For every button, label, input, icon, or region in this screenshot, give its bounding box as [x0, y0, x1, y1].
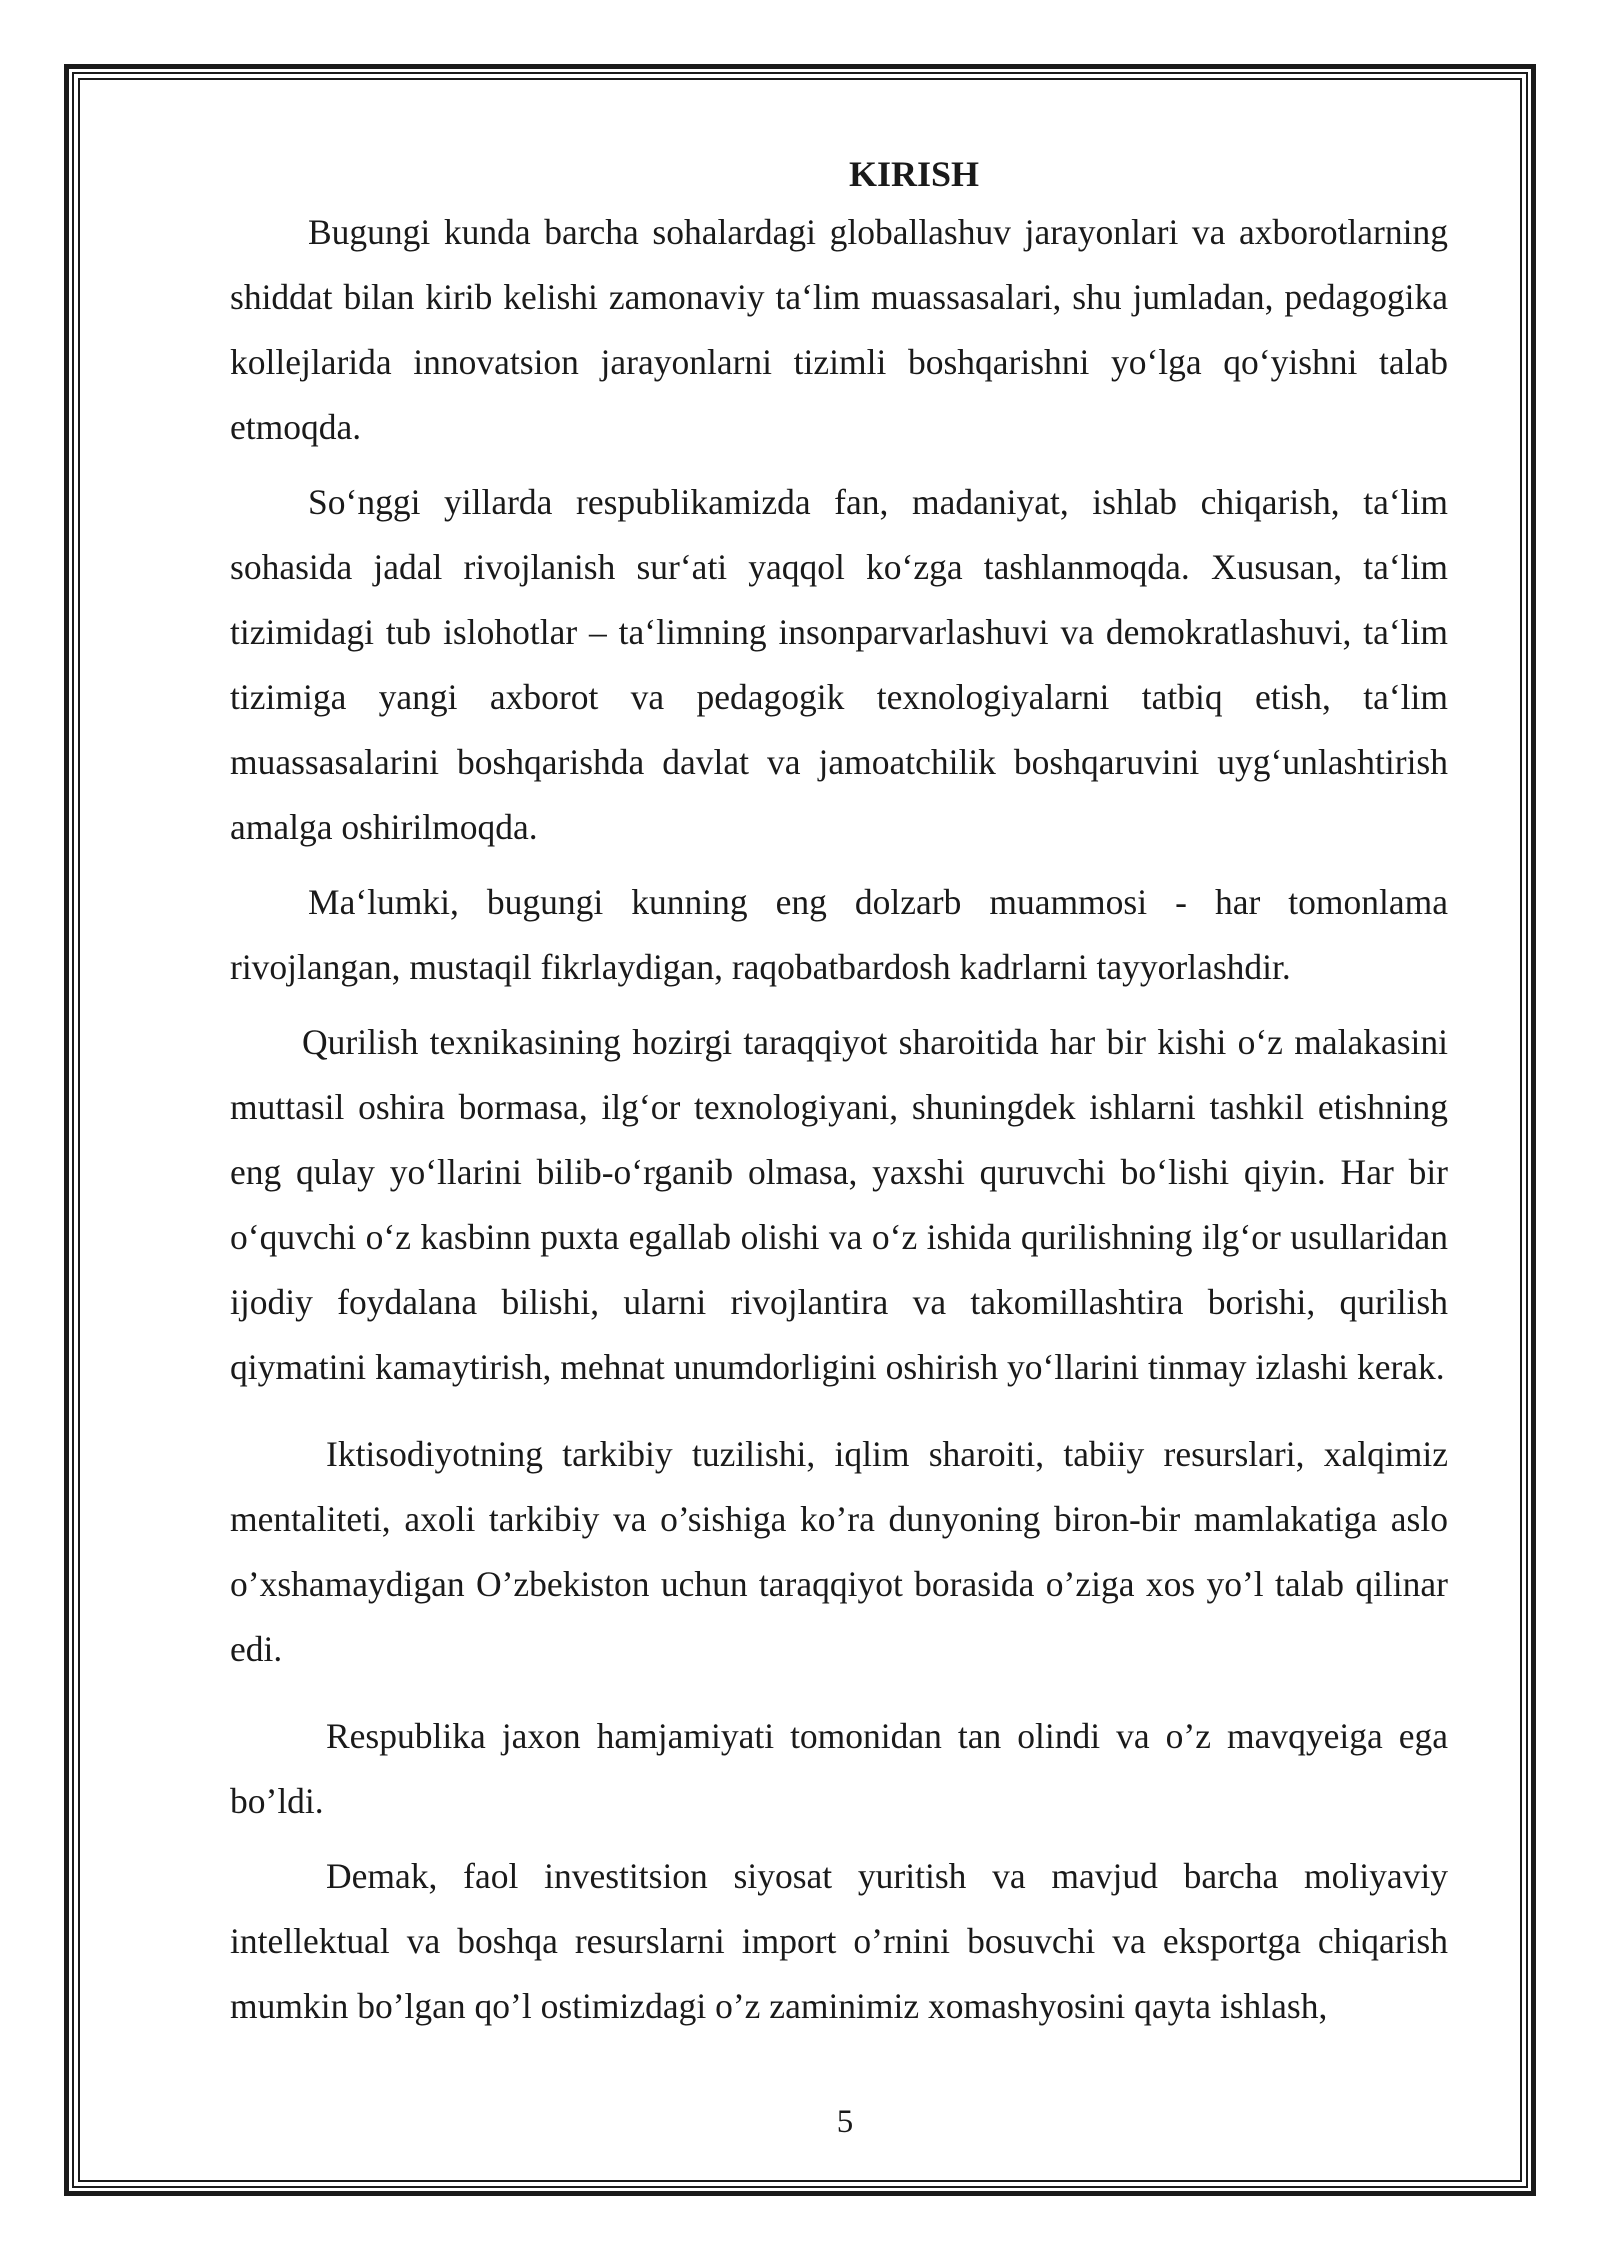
section-heading: KIRISH	[848, 154, 980, 194]
paragraph-2: So‘nggi yillarda respublikamizda fan, madaniyat, ishlab chiqarish, ta‘lim sohasida jadal rivojlanish sur‘ati yaqqol ko‘zga tashlanmoqda. Xususan, ta‘lim tizimidagi tub islohotlar – ta‘limning insonparvarlashuvi va demokratlashuvi, ta‘lim tizimiga yangi axborot va pedagogik texnologiyalarni tatbiq etish, ta‘lim muassasalarini boshqarishda davlat va jamoatchilik boshqaruvini uyg‘unlashtirish amalga oshirilmoqda.	[230, 482, 1448, 847]
paragraph-3: Ma‘lumki, bugungi kunning eng dolzarb muammosi - har tomonlama rivojlangan, mustaqil fikrlaydigan, raqobatbardosh kadrlarni tayyorlashdir.	[230, 882, 1448, 987]
page-content	[230, 150, 1448, 2039]
paragraph-1: Bugungi kunda barcha sohalardagi globallashuv jarayonlari va axborotlarning shiddat bilan kirib kelishi zamonaviy ta‘lim muassasalari, shu jumladan, pedagogika kollejlarida innovatsion jarayonlarni tizimli boshqarishni yo‘lga qo‘yishni talab etmoqda.	[230, 212, 1448, 447]
paragraph-7: Demak, faol investitsion siyosat yuritish va mavjud barcha moliyaviy intellektual va boshqa resurslarni import o’rnini bosuvchi va eksportga chiqarish mumkin bo’lgan qo’l ostimizdagi o’z zaminimiz xomashyosini qayta ishlash,	[230, 1856, 1448, 2026]
paragraph-4: Qurilish texnikasining hozirgi taraqqiyot sharoitida har bir kishi o‘z malakasini muttasil oshira bormasa, ilg‘or texnologiyani, shuningdek ishlarni tashkil etishning eng qulay yo‘llarini bilib-o‘rganib olmasa, yaxshi quruvchi bo‘lishi qiyin. Har bir o‘quvchi o‘z kasbinn puxta egallab olishi va o‘z ishida qurilishning ilg‘or usullaridan ijodiy foydalana bilishi, ularni rivojlantira va takomillashtira borishi, qurilish qiymatini kamaytirish, mehnat unumdorligini oshirish yo‘llarini tinmay izlashi kerak.	[230, 1022, 1448, 1387]
paragraph-6: Respublika jaxon hamjamiyati tomonidan tan olindi va o’z mavqyeiga ega bo’ldi.	[230, 1716, 1448, 1821]
paragraph-5: Iktisodiyotning tarkibiy tuzilishi, iqlim sharoiti, tabiiy resurslari, xalqimiz mentaliteti, axoli tarkibiy va o’sishiga ko’ra dunyoning biron-bir mamlakatiga aslo o’xshamaydigan O’zbekiston uchun taraqqiyot borasida o’ziga xos yo’l talab qilinar edi.	[230, 1434, 1448, 1669]
page-number: 5	[836, 2104, 854, 2140]
